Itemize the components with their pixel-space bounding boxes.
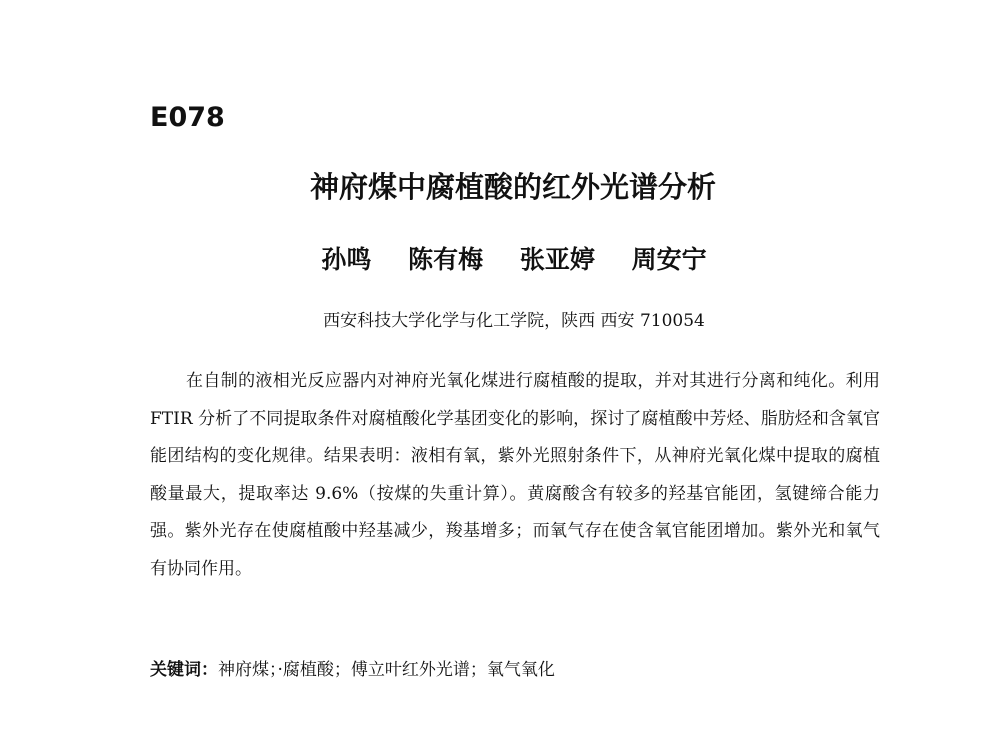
abstract-text: 在自制的液相光反应器内对神府光氧化煤进行腐植酸的提取，并对其进行分离和纯化。利用 FTIR 分析了不同提取条件对腐植酸化学基团变化的影响，探讨了腐植酸中芳烃、脂肪烃和含氧官能团结构的变化规律。结果表明：液相有氧，紫外光照射条件下，从神府光氧化煤中提取的腐植酸量最大，提取率达 9.6%（按煤的失重计算）。黄腐酸含有较多的羟基官能团，氢键缔合能力强。紫外光存在使腐植酸中羟基减少，羧基增多；而氧气存在使含氧官能团增加。紫外光和氧气有协同作用。 [150,371,880,579]
author-name: 张亚婷 [519,245,595,274]
author-name: 孙鸣 [321,245,372,274]
paper-code: E078 [150,102,225,133]
affiliation: 西安科技大学化学与化工学院，陕西 西安 710054 [323,311,705,331]
keywords-text: 神府煤；·腐植酸；傅立叶红外光谱；氧气氧化 [218,660,555,680]
author-name: 陈有梅 [408,245,484,274]
author-name: 周安宁 [631,245,707,274]
paper-title: 神府煤中腐植酸的红外光谱分析 [309,170,716,204]
keywords-line [150,655,555,680]
author-list [0,240,1000,276]
keywords-label: 关键词： [150,660,218,680]
